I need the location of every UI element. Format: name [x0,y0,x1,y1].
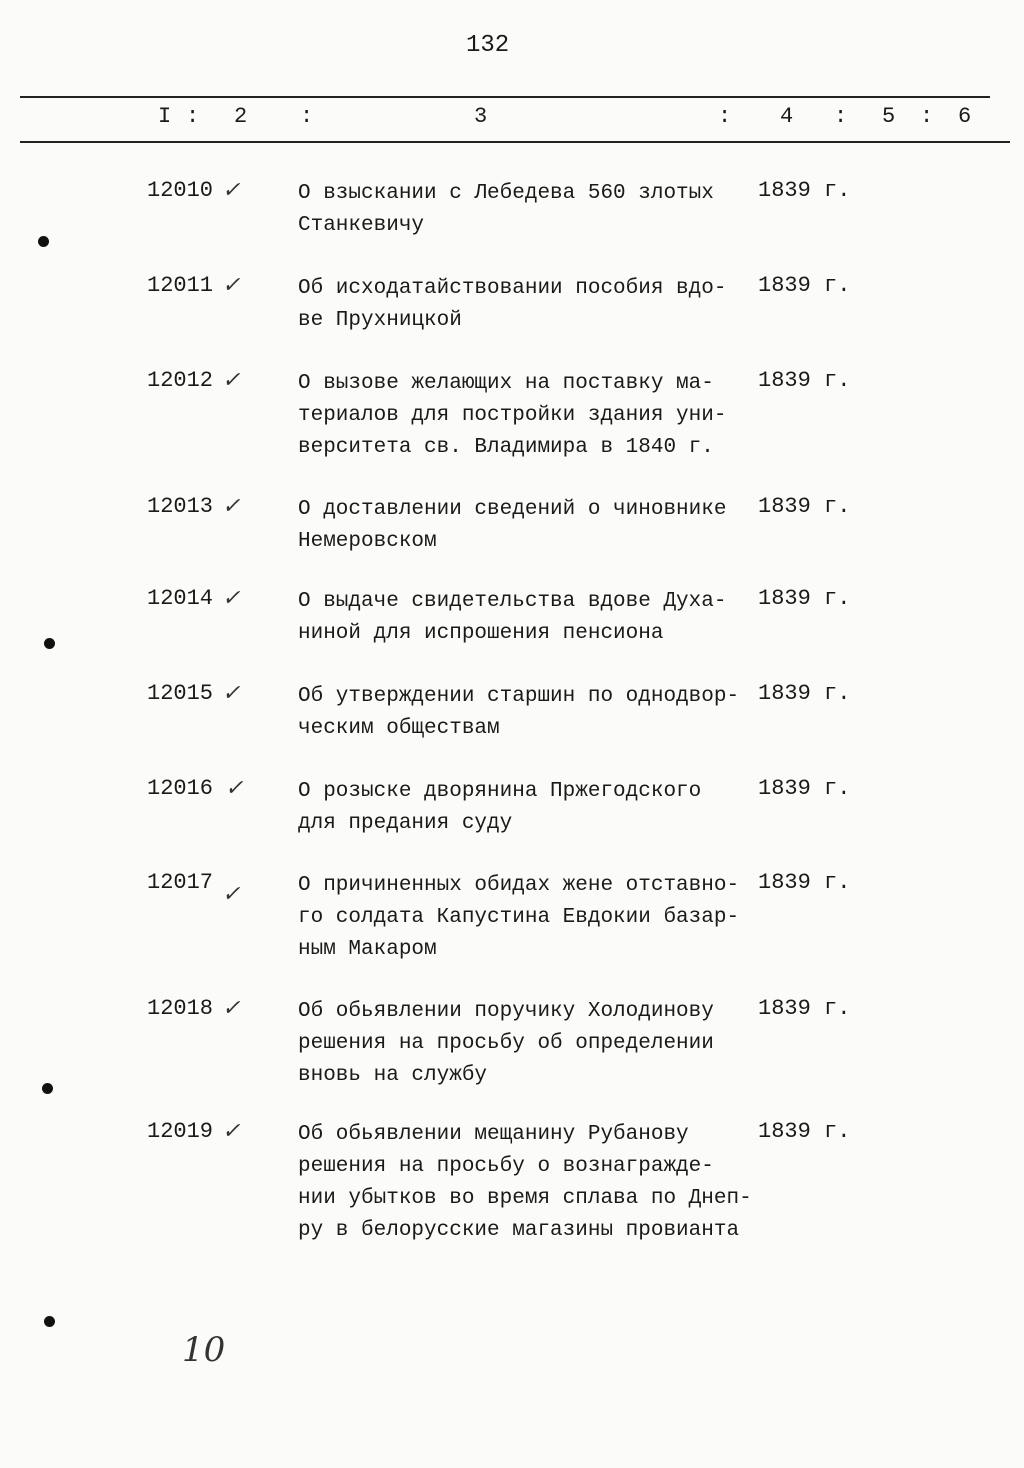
entry-year: 1839 г. [758,368,851,393]
check-mark-icon: ✓ [222,178,241,203]
entry-number: 12011 [147,273,214,298]
punch-hole-mark [44,1316,55,1327]
col-header-5: 5 [882,104,896,129]
check-mark-icon: ✓ [222,681,241,706]
entry-description-line: ческим обществам [298,717,500,740]
check-mark-icon: ✓ [222,273,241,298]
entry-number: 12016 [147,776,214,801]
entry-description-line: О причиненных обидах жене отставно- [298,874,740,897]
entry-number: 12014 [147,586,214,611]
entry-description-line: ниной для испрошения пенсиона [298,622,664,645]
col-header-1: I [158,104,172,129]
entry-number: 12015 [147,681,214,706]
entry-year: 1839 г. [758,273,851,298]
entry-description-line: вновь на службу [298,1064,488,1087]
entry-description-line: Об утверждении старшин по однодвор- [298,685,740,708]
check-mark-icon: ✓ [222,494,241,519]
header-top-rule [20,96,990,98]
entry-year: 1839 г. [758,681,851,706]
col-header-4: 4 [780,104,794,129]
col-header-2: 2 [234,104,248,129]
entry-description-line: верситета св. Владимира в 1840 г. [298,436,714,459]
col-sep: : [834,104,848,129]
check-mark-icon: ✓ [222,586,241,611]
entry-description-line: для предания суду [298,812,513,835]
page-number: 132 [466,32,510,59]
entry-description-line: ве Прухницкой [298,309,462,332]
entry-description-line: решения на просьбу об определении [298,1032,714,1055]
entry-number: 12013 [147,494,214,519]
entry-description-line: ным Макаром [298,938,437,961]
entry-description-line: О вызове желающих на поставку ма- [298,372,714,395]
entry-year: 1839 г. [758,1119,851,1144]
entry-description-line: Об исходатайствовании пособия вдо- [298,277,727,300]
entry-number: 12012 [147,368,214,393]
check-mark-icon: ✓ [222,882,241,907]
punch-hole-mark [44,638,55,649]
col-sep: : [300,104,314,129]
entry-year: 1839 г. [758,586,851,611]
entry-year: 1839 г. [758,494,851,519]
header-bottom-rule [20,141,1010,143]
entry-description-line: Немеровском [298,530,437,553]
entry-year: 1839 г. [758,870,851,895]
entry-description-line: териалов для постройки здания уни- [298,404,727,427]
entry-description-line: ру в белорусские магазины провианта [298,1219,740,1242]
col-sep: : [186,104,200,129]
punch-hole-mark [42,1083,53,1094]
entry-description-line: нии убытков во время сплава по Днеп- [298,1187,752,1210]
entry-description-line: О розыске дворянина Пржегодского [298,780,702,803]
entry-number: 12018 [147,996,214,1021]
entry-description-line: Станкевичу [298,214,425,237]
entry-number: 12019 [147,1119,214,1144]
col-sep: : [920,104,934,129]
entry-description-line: О взыскании с Лебедева 560 злотых [298,182,714,205]
entry-description-line: решения на просьбу о вознагражде- [298,1155,714,1178]
check-mark-icon: ✓ [222,368,241,393]
entry-description-line: О доставлении сведений о чиновнике [298,498,727,521]
entry-description-line: го солдата Капустина Евдокии базар- [298,906,740,929]
entry-year: 1839 г. [758,996,851,1021]
check-mark-icon: ✓ [222,996,241,1021]
entry-number: 12017 [147,870,214,895]
check-mark-icon: ✓ [225,776,244,801]
entry-year: 1839 г. [758,178,851,203]
entry-year: 1839 г. [758,776,851,801]
col-header-6: 6 [958,104,972,129]
entry-description-line: Об обьявлении мещанину Рубанову [298,1123,689,1146]
check-mark-icon: ✓ [222,1119,241,1144]
col-sep: : [718,104,732,129]
entry-number: 12010 [147,178,214,203]
punch-hole-mark [38,236,49,247]
col-header-3: 3 [474,104,488,129]
entry-description-line: Об обьявлении поручику Холодинову [298,1000,714,1023]
handwritten-note: 10 [182,1330,226,1370]
entry-description-line: О выдаче свидетельства вдове Духа- [298,590,727,613]
